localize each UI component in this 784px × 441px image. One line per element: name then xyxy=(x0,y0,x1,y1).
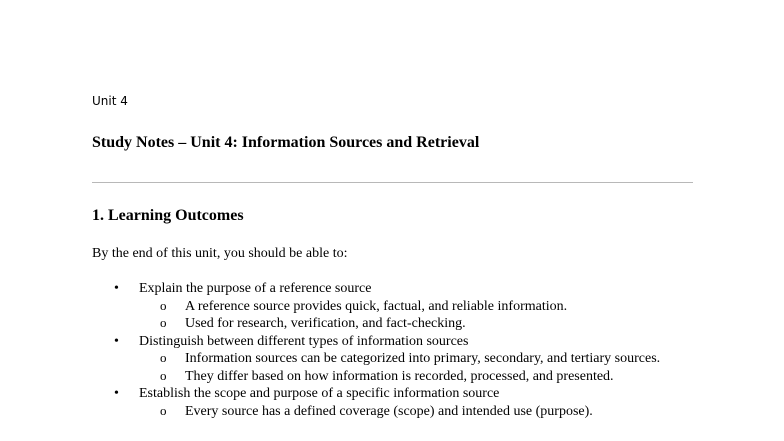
document-title: Study Notes – Unit 4: Information Sources and Retrieval xyxy=(92,134,480,151)
outcome-item xyxy=(92,385,712,403)
outcome-point xyxy=(92,403,712,421)
sub-bullet-icon: o xyxy=(160,367,167,383)
outcome-item xyxy=(92,333,712,351)
bullet-icon: • xyxy=(114,281,119,296)
sub-bullet-icon: o xyxy=(160,297,167,313)
outcome-text: Establish the scope and purpose of a specific information source xyxy=(139,386,500,401)
horizontal-rule xyxy=(92,182,693,183)
sub-bullet-icon: o xyxy=(160,402,167,418)
learning-outcomes-list xyxy=(92,280,712,420)
section-heading: 1. Learning Outcomes xyxy=(92,207,244,224)
outcome-point xyxy=(92,368,712,386)
outcome-text: Distinguish between different types of information sources xyxy=(139,333,469,349)
outcome-point-text: Used for research, verification, and fact-checking. xyxy=(185,316,466,331)
outcome-point-text: Every source has a defined coverage (scope) and intended use (purpose). xyxy=(185,403,593,419)
section-intro: By the end of this unit, you should be able to: xyxy=(92,246,348,261)
sub-bullet-icon: o xyxy=(160,315,167,330)
outcome-point-text: They differ based on how information is recorded, processed, and presented. xyxy=(185,368,614,384)
outcome-text: Explain the purpose of a reference source xyxy=(139,281,372,296)
sub-bullet-icon: o xyxy=(160,350,167,365)
outcome-point-text: Information sources can be categorized into primary, secondary, and tertiary sources. xyxy=(185,351,661,366)
outcome-item xyxy=(92,280,712,298)
outcome-point xyxy=(92,298,712,316)
outcome-point xyxy=(92,350,712,368)
outcome-point xyxy=(92,315,712,333)
bullet-icon: • xyxy=(114,333,119,349)
bullet-icon: • xyxy=(114,386,119,401)
running-header: Unit 4 xyxy=(92,94,128,108)
outcome-point-text: A reference source provides quick, factual, and reliable information. xyxy=(185,298,568,314)
